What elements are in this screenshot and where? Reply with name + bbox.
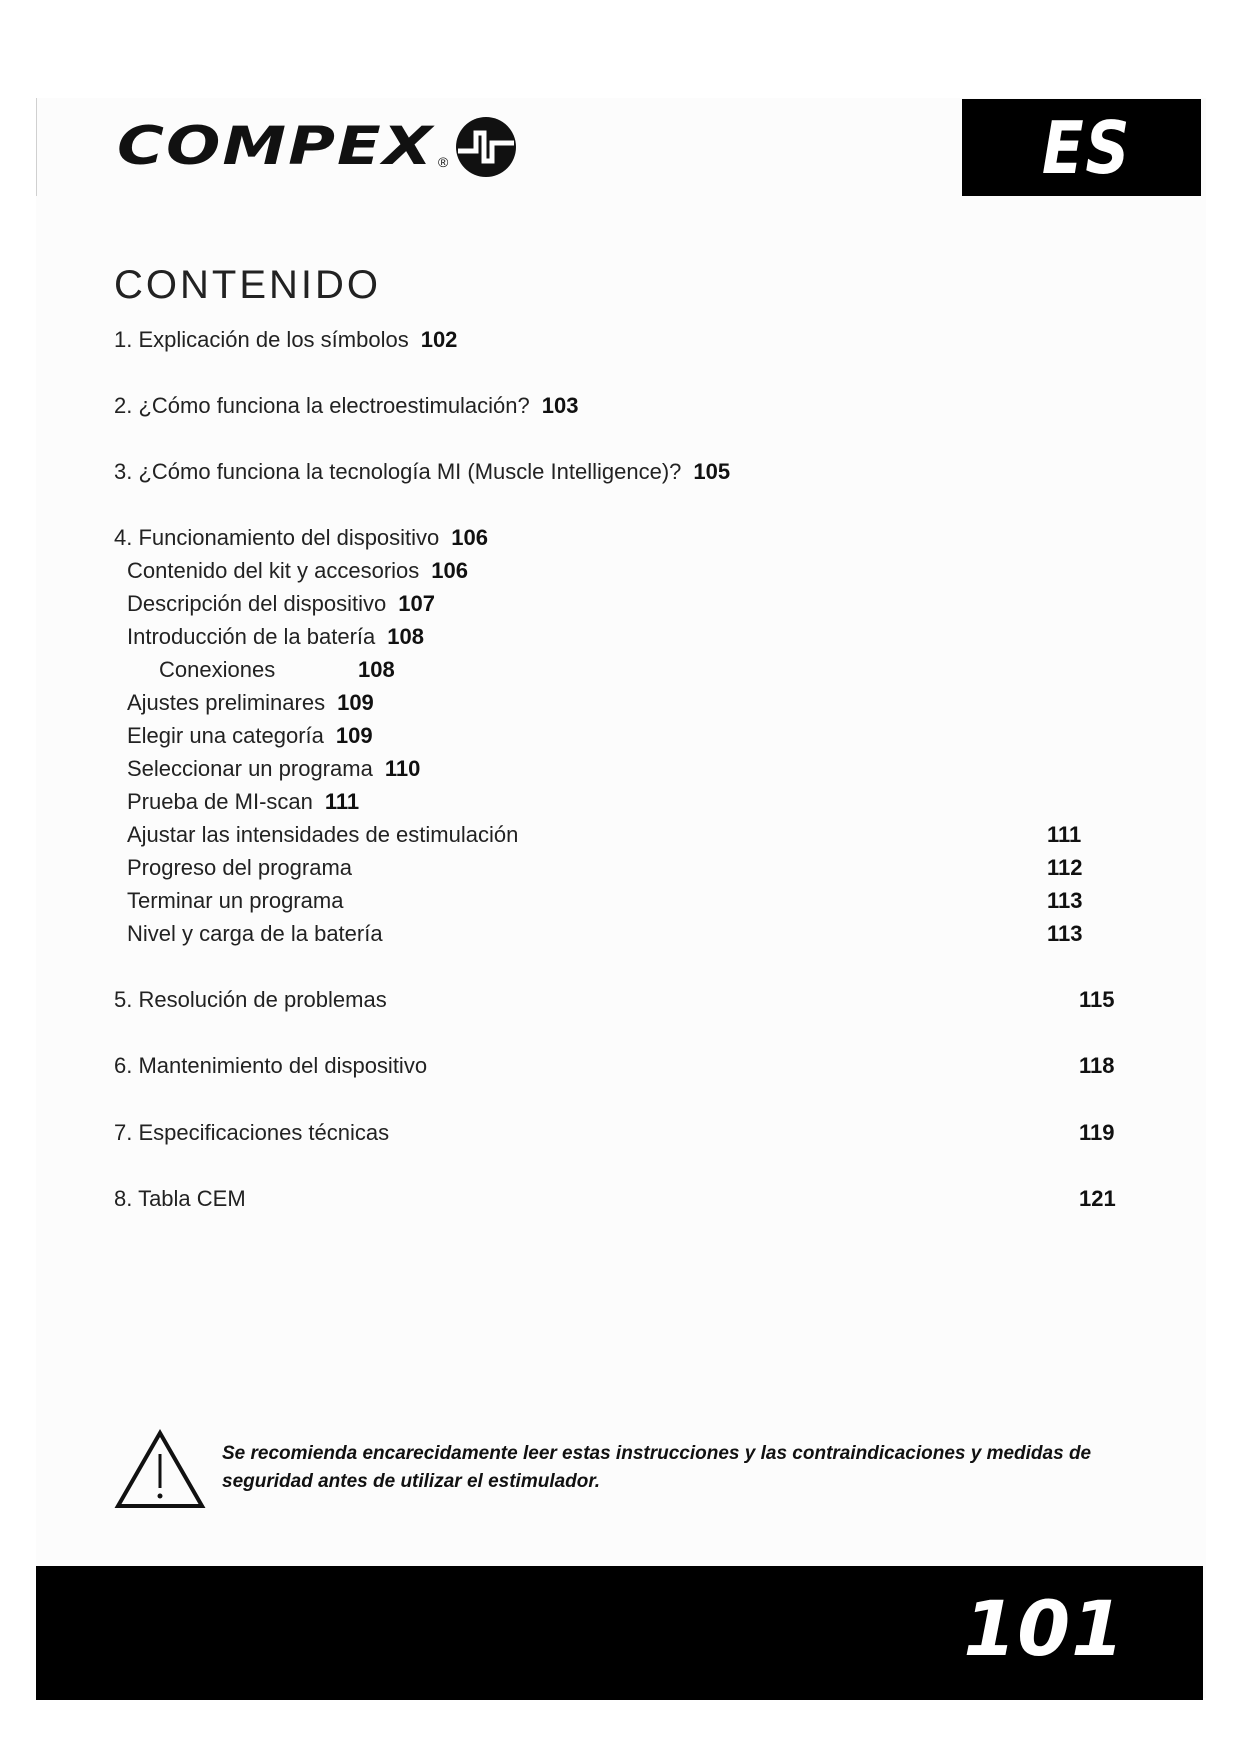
toc-subitem: Terminar un programa: [127, 888, 344, 913]
toc-page-number: 119: [1079, 1120, 1115, 1145]
toc-item: 6. Mantenimiento del dispositivo: [114, 1053, 428, 1078]
toc-subitem: Descripción del dispositivo 107: [127, 591, 435, 616]
toc-subitem: Ajustes preliminares 109: [127, 690, 374, 715]
toc-page-number: 113: [1047, 921, 1083, 946]
toc-page-number: 121: [1079, 1186, 1116, 1211]
toc-subitem: Conexiones: [159, 657, 276, 682]
page-number: 101: [963, 1584, 1125, 1673]
page-footer: [36, 1566, 1203, 1700]
warning-triangle-icon: [114, 1428, 206, 1510]
toc-item: 3. ¿Cómo funciona la tecnología MI (Muscle Intelligence)? 105: [114, 459, 731, 484]
toc-item: 1. Explicación de los símbolos 102: [114, 327, 458, 352]
compex-pulse-icon: [454, 115, 518, 179]
toc-subitem: Ajustar las intensidades de estimulación: [127, 822, 519, 847]
page-edge-line: [36, 98, 37, 196]
page-title: CONTENIDO: [114, 262, 381, 307]
toc-item: 5. Resolución de problemas: [114, 987, 387, 1012]
toc-item: 7. Especificaciones técnicas: [114, 1120, 390, 1145]
compex-logo: [117, 112, 518, 182]
toc-item: 8. Tabla CEM: [114, 1186, 246, 1211]
toc-subitem: Introducción de la batería 108: [127, 624, 424, 649]
toc-page-number: 113: [1047, 888, 1083, 913]
toc-page-number: 115: [1079, 987, 1115, 1012]
warning-text: Se recomienda encarecidamente leer estas instrucciones y las contraindicaciones y medidas de seguridad antes de utilizar el estimulador.: [222, 1443, 1092, 1492]
toc-subitem: Elegir una categoría 109: [127, 723, 373, 748]
toc-subitem: Prueba de MI-scan 111: [127, 789, 360, 814]
toc-item: 4. Funcionamiento del dispositivo 106: [114, 525, 489, 550]
language-tab: [962, 99, 1201, 196]
language-code: ES: [1041, 105, 1132, 190]
registered-mark: ®: [438, 154, 449, 170]
toc-page-number: 108: [358, 657, 395, 682]
logo-wordmark: COMPEX: [117, 116, 435, 178]
toc-subitem: Nivel y carga de la batería: [127, 921, 383, 946]
toc-subitem: Seleccionar un programa 110: [127, 756, 421, 781]
toc-subitem: Progreso del programa: [127, 855, 353, 880]
toc-subitem: Contenido del kit y accesorios 106: [127, 558, 468, 583]
toc-page-number: 118: [1079, 1053, 1115, 1078]
safety-warning: [114, 1428, 1124, 1518]
toc-page-number: 111: [1047, 822, 1082, 847]
toc-item: 2. ¿Cómo funciona la electroestimulación? 103: [114, 393, 579, 418]
toc-page-number: 112: [1047, 855, 1083, 880]
